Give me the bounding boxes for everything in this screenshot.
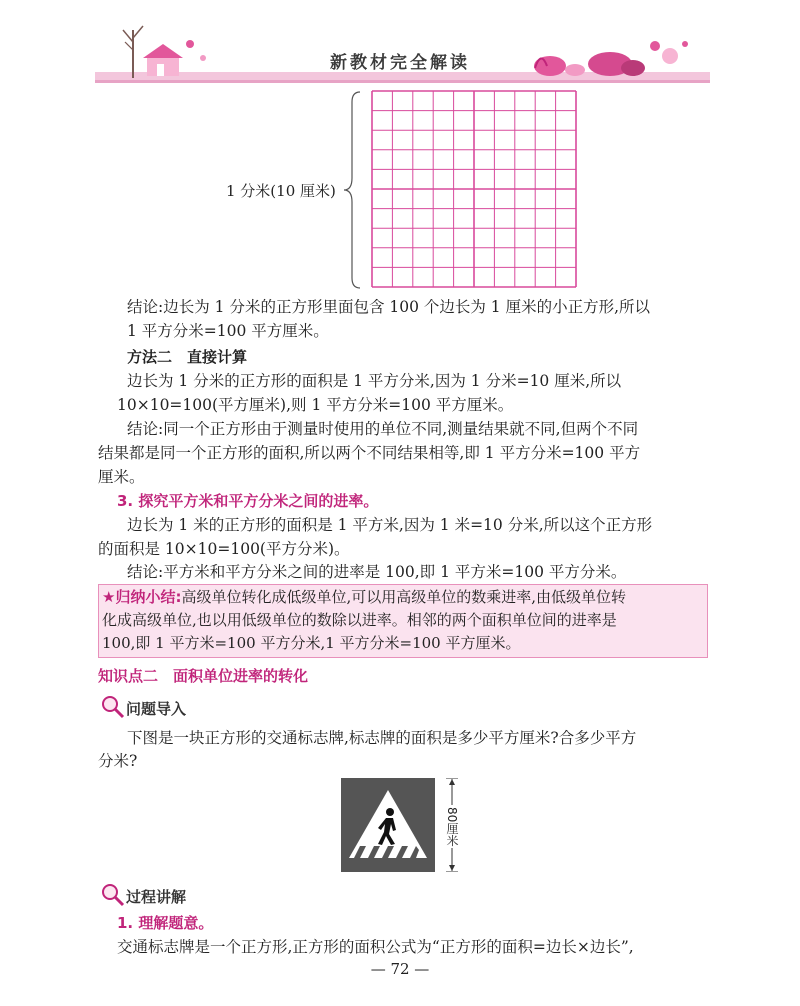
- step-3-line-2: 的面积是 10×10=100(平方分米)。: [98, 540, 350, 558]
- summary-box: [98, 584, 708, 658]
- conclusion-1-line-1: 结论:边长为 1 分米的正方形里面包含 100 个边长为 1 厘米的小正方形,所以: [127, 298, 651, 316]
- summary-line-1: 高级单位转化成低级单位,可以用高级单位的数乘进率,由低级单位转: [181, 588, 626, 606]
- page-header-decoration: [95, 0, 710, 92]
- process-line-1: 交通标志牌是一个正方形,正方形的面积公式为“正方形的面积=边长×边长”,: [117, 938, 634, 956]
- question-intro-line-1: 下图是一块正方形的交通标志牌,标志牌的面积是多少平方厘米?合多少平方: [127, 729, 637, 747]
- conclusion-1-line-2: 1 平方分米=100 平方厘米。: [127, 322, 329, 340]
- centimeter-grid: [371, 90, 577, 288]
- summary-line-2: 化成高级单位,也以用低级单位的数除以进率。相邻的两个面积单位间的进率是: [102, 611, 617, 629]
- conclusion-2-line-3: 厘米。: [98, 468, 145, 486]
- magnifier-icon: [100, 694, 126, 720]
- conclusion-2-line-1: 结论:同一个正方形由于测量时使用的单位不同,测量结果就不同,但两个不同: [127, 420, 639, 438]
- grid-dimension-label: 1 分米(10 厘米): [226, 182, 336, 200]
- knowledge-point-title: 知识点二 面积单位进率的转化: [98, 667, 309, 685]
- method-2-line-2: 10×10=100(平方厘米),则 1 平方分米=100 平方厘米。: [117, 396, 514, 414]
- conclusion-2-line-2: 结果都是同一个正方形的面积,所以两个不同结果相等,即 1 平方分米=100 平方: [98, 444, 641, 462]
- process-step-1-heading: 1. 理解题意。: [117, 914, 214, 932]
- magnifier-icon: [100, 882, 126, 908]
- summary-line-3: 100,即 1 平方米=100 平方分米,1 平方分米=100 平方厘米。: [102, 634, 521, 652]
- pedestrian-crossing-sign: [341, 778, 435, 872]
- step-3-line-1: 边长为 1 米的正方形的面积是 1 平方米,因为 1 米=10 分米,所以这个正方形: [127, 516, 653, 534]
- step-3-conclusion: 结论:平方米和平方分米之间的进率是 100,即 1 平方米=100 平方分米。: [127, 563, 627, 581]
- process-title: 过程讲解: [126, 888, 187, 906]
- balloon-icon: [186, 40, 194, 48]
- step-3-heading: 3. 探究平方米和平方分米之间的进率。: [117, 492, 379, 510]
- question-intro-line-2: 分米?: [98, 752, 138, 770]
- method-2-line-1: 边长为 1 分米的正方形的面积是 1 平方分米,因为 1 分米=10 厘米,所以: [127, 372, 622, 390]
- question-intro-title: 问题导入: [126, 700, 187, 718]
- page-number: — 72 —: [370, 960, 430, 978]
- header-title: 新教材完全解读: [330, 53, 470, 73]
- brace-icon: [342, 90, 368, 290]
- sign-dimension-label: 80厘米: [445, 807, 459, 847]
- summary-label: ★归纳小结:: [102, 588, 182, 606]
- method-2-heading: 方法二 直接计算: [127, 348, 248, 366]
